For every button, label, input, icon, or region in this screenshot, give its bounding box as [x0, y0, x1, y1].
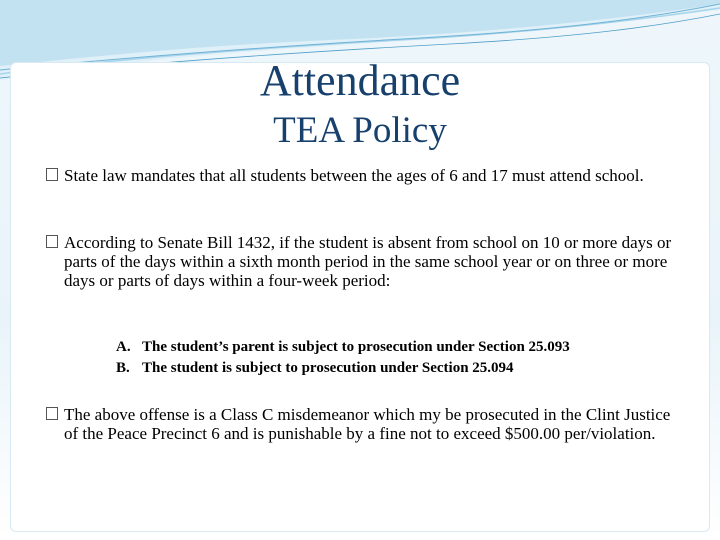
sub-list-marker: A.	[116, 339, 131, 355]
bullet-box-icon	[46, 235, 58, 248]
sub-list-text: The student is subject to prosecution under Section 25.094	[142, 360, 514, 376]
sub-list-text: The student’s parent is subject to prosecution under Section 25.093	[142, 339, 570, 355]
bullet-text: State law mandates that all students between the ages of 6 and 17 must attend school.	[64, 166, 644, 185]
bullet-text: According to Senate Bill 1432, if the student is absent from school on 10 or more days or parts of the days within a sixth month period in the same school year or on three or more days or parts of days within a four-week period:	[64, 233, 672, 290]
bullet-box-icon	[46, 168, 58, 181]
bullet-box-icon	[46, 407, 58, 420]
slide-title: Attendance	[259, 56, 461, 105]
bullet-item	[46, 233, 686, 290]
sub-list-item	[116, 337, 696, 357]
bullet-text: The above offense is a Class C misdemeanor which my be prosecuted in the Clint Justice of the Peace Precinct 6 and is punishable by a fine not to exceed $500.00 per/violation.	[64, 405, 671, 443]
bullet-item	[46, 405, 686, 443]
sub-list-marker: B.	[116, 360, 130, 376]
sub-list-item	[116, 358, 696, 378]
slide-subtitle: TEA Policy	[273, 110, 447, 151]
bullet-item	[46, 166, 686, 185]
